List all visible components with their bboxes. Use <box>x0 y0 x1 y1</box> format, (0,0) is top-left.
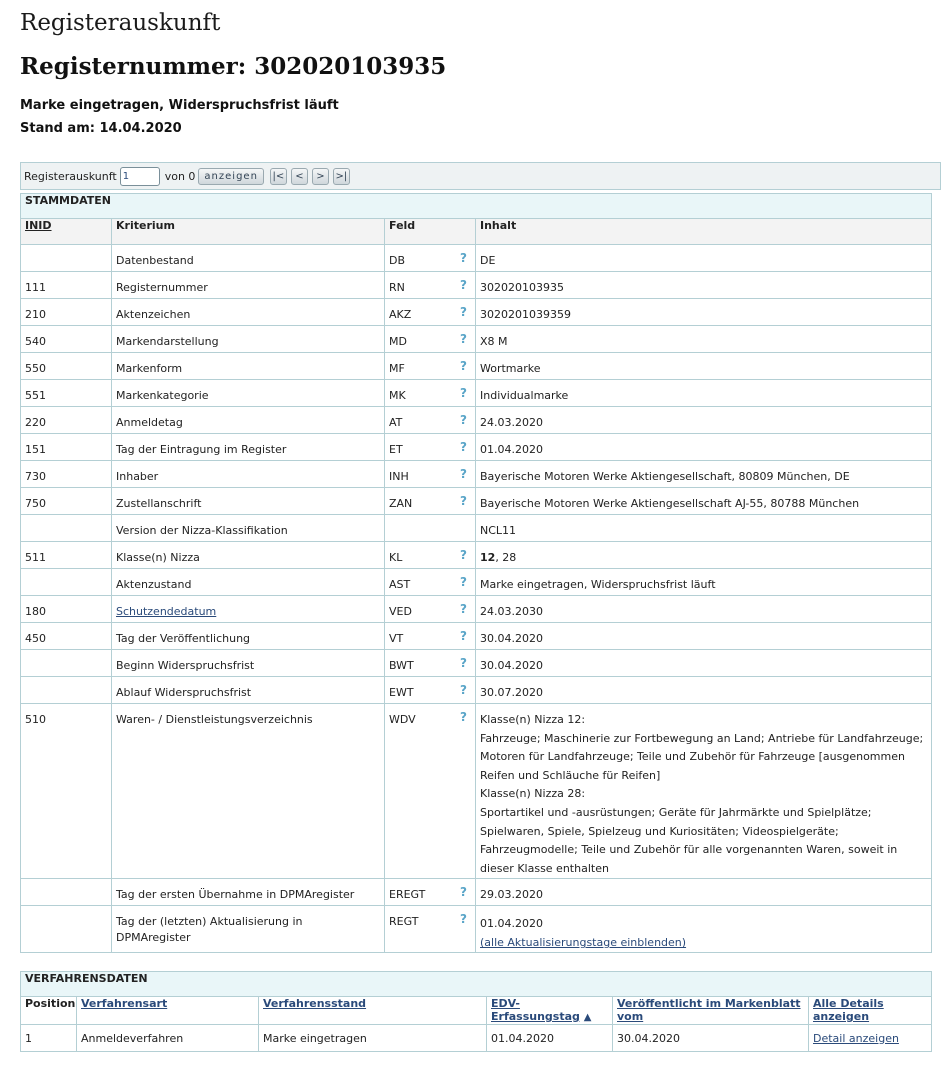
inid-cell <box>21 677 112 704</box>
show-all-details-link[interactable]: Alle Details anzeigen <box>809 997 932 1025</box>
table-row <box>21 542 932 569</box>
kriterium-cell: Version der Nizza-Klassifikation <box>112 515 385 542</box>
kriterium-cell: Zustellanschrift <box>112 488 385 515</box>
inhalt-cell: 30.07.2020 <box>476 677 932 704</box>
feld-cell: VT <box>389 632 404 645</box>
column-header-kriterium: Kriterium <box>112 219 385 245</box>
table-row <box>21 434 932 461</box>
feld-cell: INH <box>389 470 409 483</box>
table-row <box>21 650 932 677</box>
inid-cell: 180 <box>21 596 112 623</box>
feld-cell: EREGT <box>389 888 426 902</box>
feld-cell: ET <box>389 443 403 456</box>
kriterium-cell: Tag der Eintragung im Register <box>112 434 385 461</box>
pagination-label: Registerauskunft <box>24 169 117 183</box>
inhalt-cell: Bayerische Motoren Werke Aktiengesellschaft AJ-55, 80788 München <box>476 488 932 515</box>
inid-cell: 511 <box>21 542 112 569</box>
kriterium-cell: Datenbestand <box>112 245 385 272</box>
inid-cell <box>21 879 112 906</box>
feld-cell: VED <box>389 605 412 618</box>
help-icon[interactable]: ? <box>460 251 467 265</box>
table-row <box>21 299 932 326</box>
inhalt-cell: Individualmarke <box>476 380 932 407</box>
sort-verfahrensstand-link[interactable]: Verfahrensstand <box>259 997 487 1025</box>
first-page-button[interactable]: |< <box>270 168 287 185</box>
inid-cell: 550 <box>21 353 112 380</box>
edv-erfassungstag-cell: 01.04.2020 <box>487 1025 613 1052</box>
verfahrensdaten-table <box>20 971 932 1052</box>
table-row <box>21 245 932 272</box>
inid-cell <box>21 569 112 596</box>
table-row <box>21 353 932 380</box>
help-icon[interactable]: ? <box>460 683 467 697</box>
verfahrensstand-cell: Marke eingetragen <box>259 1025 487 1052</box>
feld-cell: BWT <box>389 659 414 672</box>
primary-class: 12 <box>480 551 496 564</box>
help-icon[interactable]: ? <box>460 575 467 589</box>
wdv-cell <box>476 704 932 879</box>
table-row <box>21 1025 932 1052</box>
page-title: Registerauskunft <box>20 10 221 36</box>
feld-cell: WDV <box>389 713 416 726</box>
kriterium-cell: Aktenzustand <box>112 569 385 596</box>
kriterium-cell: Markenform <box>112 353 385 380</box>
help-icon[interactable]: ? <box>460 386 467 400</box>
help-icon[interactable]: ? <box>460 656 467 670</box>
show-all-update-days-link[interactable]: (alle Aktualisierungstage einblenden) <box>480 936 687 950</box>
table-row <box>21 272 932 299</box>
table-row <box>21 906 932 953</box>
other-classes: , 28 <box>495 551 517 564</box>
kriterium-cell: Aktenzeichen <box>112 299 385 326</box>
feld-cell: MF <box>389 362 405 375</box>
kriterium-cell: Waren- / Dienstleistungsverzeichnis <box>112 704 385 879</box>
feld-cell: AKZ <box>389 308 412 321</box>
stammdaten-section-title: STAMMDATEN <box>21 194 932 219</box>
inhalt-cell: DE <box>476 245 932 272</box>
help-icon[interactable]: ? <box>460 440 467 454</box>
kriterium-cell: Tag der (letzten) Aktualisierung in DPMAregister <box>112 906 385 953</box>
help-icon[interactable]: ? <box>460 885 467 900</box>
sort-veroeffentlicht-link[interactable]: Veröffentlicht im Markenblatt vom <box>613 997 809 1025</box>
kriterium-cell: Tag der Veröffentlichung <box>112 623 385 650</box>
inhalt-cell <box>476 542 932 569</box>
table-row <box>21 569 932 596</box>
sort-ascending-icon: ▲ <box>583 1012 592 1023</box>
feld-cell: AST <box>389 578 411 591</box>
status-date: Stand am: 14.04.2020 <box>20 121 182 136</box>
kriterium-cell: Markendarstellung <box>112 326 385 353</box>
column-header-inid: INID <box>21 219 112 245</box>
table-row <box>21 596 932 623</box>
register-number-heading: Registernummer: 302020103935 <box>20 53 447 80</box>
inhalt-cell: Wortmarke <box>476 353 932 380</box>
inid-cell: 111 <box>21 272 112 299</box>
inhalt-cell: Marke eingetragen, Widerspruchsfrist läuft <box>476 569 932 596</box>
feld-cell: MK <box>389 389 406 402</box>
feld-cell: AT <box>389 416 403 429</box>
previous-page-button[interactable]: < <box>291 168 308 185</box>
help-icon[interactable]: ? <box>460 494 467 508</box>
help-icon[interactable]: ? <box>460 278 467 292</box>
last-page-button[interactable]: >| <box>333 168 350 185</box>
column-header-feld: Feld <box>385 219 476 245</box>
table-row <box>21 326 932 353</box>
inhalt-cell: 30.04.2020 <box>476 623 932 650</box>
feld-cell: REGT <box>389 915 419 929</box>
verfahrensart-cell: Anmeldeverfahren <box>77 1025 259 1052</box>
inhalt-cell: 3020201039359 <box>476 299 932 326</box>
kriterium-cell: Markenkategorie <box>112 380 385 407</box>
help-icon[interactable]: ? <box>460 710 467 724</box>
kriterium-cell: Klasse(n) Nizza <box>112 542 385 569</box>
wdv-class-heading: Klasse(n) Nizza 28: <box>480 787 586 801</box>
table-row <box>21 879 932 906</box>
table-row <box>21 623 932 650</box>
page-number-input[interactable] <box>120 167 160 186</box>
schutzendedatum-link[interactable]: Schutzendedatum <box>116 605 217 618</box>
sort-verfahrensart-link[interactable]: Verfahrensart <box>77 997 259 1025</box>
detail-anzeigen-link[interactable]: Detail anzeigen <box>813 1031 899 1045</box>
kriterium-cell: Ablauf Widerspruchsfrist <box>112 677 385 704</box>
inid-cell <box>21 515 112 542</box>
feld-cell: MD <box>389 335 407 348</box>
inid-cell: 510 <box>21 704 112 879</box>
kriterium-cell: Tag der ersten Übernahme in DPMAregister <box>112 879 385 906</box>
inid-cell: 750 <box>21 488 112 515</box>
feld-cell: KL <box>389 551 403 564</box>
inhalt-cell: NCL11 <box>476 515 932 542</box>
kriterium-cell: Beginn Widerspruchsfrist <box>112 650 385 677</box>
inhalt-cell: 01.04.2020 <box>476 434 932 461</box>
help-icon[interactable]: ? <box>460 912 467 927</box>
next-page-button[interactable]: > <box>312 168 329 185</box>
inhalt-cell: 01.04.2020 <box>480 917 543 931</box>
table-row <box>21 380 932 407</box>
table-row <box>21 407 932 434</box>
trademark-status: Marke eingetragen, Widerspruchsfrist läuft <box>20 98 339 113</box>
feld-cell <box>385 515 476 542</box>
inid-cell: 540 <box>21 326 112 353</box>
show-button[interactable]: anzeigen <box>198 168 263 185</box>
veroeffentlicht-cell: 30.04.2020 <box>613 1025 809 1052</box>
verfahrensdaten-section-title: VERFAHRENSDATEN <box>21 972 932 997</box>
wdv-class-goods: Sportartikel und -ausrüstungen; Geräte für Jahrmärkte und Spielplätze; Spielwaren, Spiele, Spielzeug und Kuriositäten; Videospielgeräte; Fahrzeugmodelle; Teile und Zubehör für alle vorgenannten Waren, soweit in dieser Klasse enthalten <box>480 805 898 875</box>
feld-cell: RN <box>389 281 405 294</box>
inhalt-cell: Bayerische Motoren Werke Aktiengesellschaft, 80809 München, DE <box>476 461 932 488</box>
inhalt-cell: 302020103935 <box>476 272 932 299</box>
kriterium-cell: Inhaber <box>112 461 385 488</box>
help-icon[interactable]: ? <box>460 548 467 562</box>
inid-cell <box>21 906 112 953</box>
inid-cell: 450 <box>21 623 112 650</box>
page-count-label: von 0 <box>164 169 196 183</box>
table-row <box>21 461 932 488</box>
help-icon[interactable]: ? <box>460 629 467 643</box>
feld-cell: DB <box>389 254 406 267</box>
inhalt-cell: X8 M <box>476 326 932 353</box>
help-icon[interactable]: ? <box>460 359 467 373</box>
kriterium-cell: Registernummer <box>112 272 385 299</box>
wdv-class-goods: Fahrzeuge; Maschinerie zur Fortbewegung an Land; Antriebe für Landfahrzeuge; Motoren für Landfahrzeuge; Teile und Zubehör für Fahrzeuge [ausgenommen Reifen und Schläuche für Reifen] <box>480 731 924 782</box>
sort-edv-erfassungstag-link[interactable]: EDV-Erfassungstag <box>491 997 580 1023</box>
inid-cell <box>21 245 112 272</box>
stammdaten-table <box>20 193 932 953</box>
register-pagination-bar <box>20 162 941 190</box>
inid-cell: 730 <box>21 461 112 488</box>
inid-cell: 151 <box>21 434 112 461</box>
position-cell: 1 <box>21 1025 77 1052</box>
feld-cell: EWT <box>389 686 414 699</box>
table-row <box>21 704 932 879</box>
help-icon[interactable]: ? <box>460 413 467 427</box>
inid-cell: 551 <box>21 380 112 407</box>
table-row <box>21 488 932 515</box>
help-icon[interactable]: ? <box>460 467 467 481</box>
kriterium-cell: Anmeldetag <box>112 407 385 434</box>
table-row <box>21 677 932 704</box>
column-header-position: Position <box>21 997 77 1025</box>
column-header-inhalt: Inhalt <box>476 219 932 245</box>
inhalt-cell: 24.03.2020 <box>476 407 932 434</box>
inhalt-cell: 29.03.2020 <box>476 879 932 906</box>
table-row <box>21 515 932 542</box>
help-icon[interactable]: ? <box>460 332 467 346</box>
inhalt-cell: 30.04.2020 <box>476 650 932 677</box>
inid-cell: 220 <box>21 407 112 434</box>
inid-cell: 210 <box>21 299 112 326</box>
inhalt-cell: 24.03.2030 <box>476 596 932 623</box>
feld-cell: ZAN <box>389 497 413 510</box>
wdv-class-heading: Klasse(n) Nizza 12: <box>480 713 586 726</box>
help-icon[interactable]: ? <box>460 602 467 616</box>
help-icon[interactable]: ? <box>460 305 467 319</box>
inid-cell <box>21 650 112 677</box>
